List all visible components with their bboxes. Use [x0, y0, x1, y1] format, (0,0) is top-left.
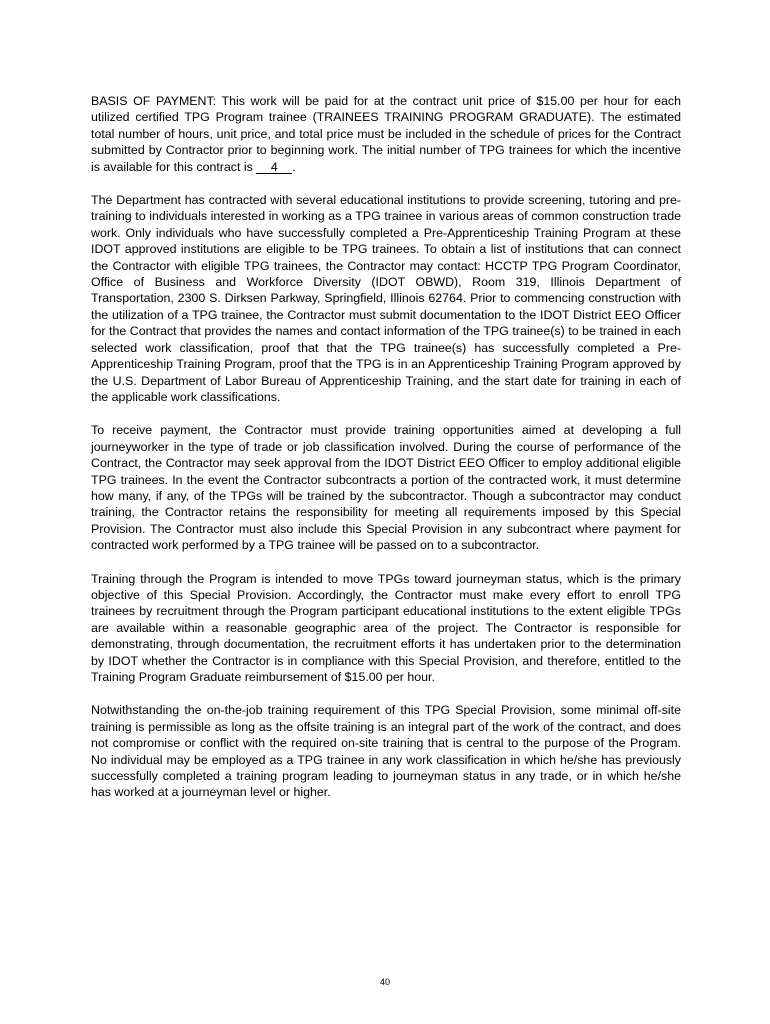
trainee-count-blank: 4 [256, 161, 292, 174]
paragraph-training-program: Training through the Program is intended to move TPGs toward journeyman status, which is the primary objective of this Special Provision. Accordingly, the Contractor must make every effort to enroll TPG trainees by recruitment through the Program participant educational institutions to the extent eligible TPGs are available within a reasonable geographic area of the project. The Contractor is responsible for demonstrating, through documentation, the recruitment efforts it has undertaken prior to the determination by IDOT whether the Contractor is in compliance with this Special Provision, and therefore, entitled to the Training Program Graduate reimbursement of $15.00 per hour. [91, 571, 681, 684]
document-body [91, 93, 681, 818]
paragraph-basis-end: . [292, 159, 296, 174]
paragraph-basis-text: BASIS OF PAYMENT: This work will be paid for at the contract unit price of $15.00 per hour for each utilized certified TPG Program trainee (TRAINEES TRAINING PROGRAM GRADUATE). The estimated total number of hours, unit price, and total price must be included in the schedule of prices for the Contract submitted by Contractor prior to beginning work. The initial number of TPG trainees for which the incentive is available for this contract is [91, 94, 681, 174]
paragraph-department-contracted: The Department has contracted with several educational institutions to provide screening, tutoring and pre-training to individuals interested in working as a TPG trainee in various areas of common construction trade work. Only individuals who have successfully completed a Pre-Apprenticeship Training Program at these IDOT approved institutions are eligible to be TPG trainees. To obtain a list of institutions that can connect the Contractor with eligible TPG trainees, the Contractor may contact: HCCTP TPG Program Coordinator, Office of Business and Workforce Diversity (IDOT OBWD), Room 319, Illinois Department of Transportation, 2300 S. Dirksen Parkway, Springfield, Illinois 62764. Prior to commencing construction with the utilization of a TPG trainee, the Contractor must submit documentation to the IDOT District EEO Officer for the Contract that provides the names and contact information of the TPG trainee(s) to be trained in each selected work classification, proof that that the TPG trainee(s) has successfully completed a Pre-Apprenticeship Training Program, proof that the TPG is in an Apprenticeship Training Program approved by the U.S. Department of Labor Bureau of Apprenticeship Training, and the start date for training in each of the applicable work classifications. [91, 193, 681, 404]
page-number: 40 [379, 977, 390, 987]
paragraph-notwithstanding: Notwithstanding the on-the-job training requirement of this TPG Special Provision, some minimal off-site training is permissible as long as the offsite training is an integral part of the work of the contract, and does not compromise or conflict with the required on-site training that is central to the purpose of the Program. No individual may be employed as a TPG trainee in any work classification in which he/she has previously successfully completed a training program leading to journeyman status in any trade, or in which he/she has worked at a journeyman level or higher. [91, 703, 681, 800]
paragraph-receive-payment: To receive payment, the Contractor must provide training opportunities aimed at developing a full journeyworker in the type of trade or job classification involved. During the course of performance of the Contract, the Contractor may seek approval from the IDOT District EEO Officer to employ additional eligible TPG trainees. In the event the Contractor subcontracts a portion of the contracted work, it must determine how many, if any, of the TPGs will be trained by the subcontractor. Though a subcontractor may conduct training, the Contractor retains the responsibility for meeting all requirements imposed by this Special Provision. The Contractor must also include this Special Provision in any subcontract where payment for contracted work performed by a TPG trainee will be passed on to a subcontractor. [91, 423, 681, 553]
paragraph-basis-of-payment [91, 93, 681, 175]
